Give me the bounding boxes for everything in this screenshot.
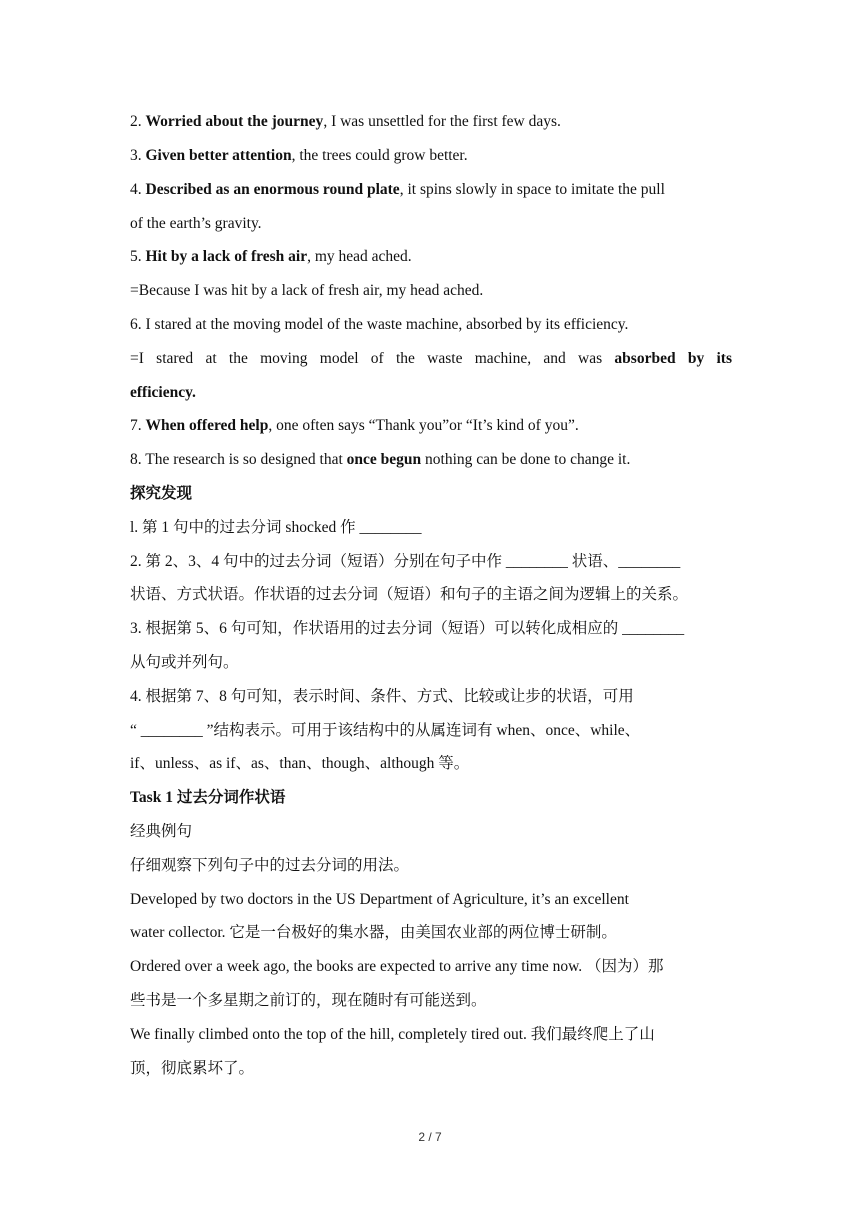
sentence-text: , my head ached. [307, 248, 412, 265]
bold-phrase: efficiency. [130, 384, 196, 401]
example-1: Developed by two doctors in the US Department of Agriculture, it’s an excellent [130, 891, 629, 908]
bold-phrase: Hit by a lack of fresh air [145, 248, 308, 265]
sentence-7 [130, 415, 732, 437]
example-2: Ordered over a week ago, the books are expected to arrive any time now. （因为）那 [130, 958, 664, 975]
sentence-8 [130, 449, 732, 471]
sentence-5 [130, 246, 732, 268]
sentence-number: 4. [130, 181, 146, 198]
instruction-text: 仔细观察下列句子中的过去分词的用法。 [130, 857, 410, 874]
bold-phrase: Described as an enormous round plate [145, 181, 400, 198]
example-3: We finally climbed onto the top of the hill, completely tired out. 我们最终爬上了山 [130, 1026, 655, 1043]
sentence-5-equivalent: =Because I was hit by a lack of fresh air, my head ached. [130, 282, 484, 299]
page-number: 2 / 7 [418, 1130, 442, 1144]
question-4-continued-2: if、unless、as if、as、than、though、although 等。 [130, 755, 470, 772]
question-3: 3. 根据第 5、6 句可知，作状语用的过去分词（短语）可以转化成相应的 ________ [130, 620, 685, 637]
bold-phrase: absorbed by its [614, 350, 732, 367]
subheading-classic-examples: 经典例句 [130, 823, 193, 840]
question-4-continued: “ ________ ”结构表示。可用于该结构中的从属连词有 when、once、while、 [130, 722, 641, 739]
task-heading: Task 1 过去分词作状语 [130, 789, 286, 806]
bold-phrase: Given better attention [145, 147, 292, 164]
bold-phrase: Worried about the journey [145, 113, 324, 130]
sentence-text: , one often says “Thank you”or “It’s kind of you”. [268, 417, 579, 434]
sentence-text: =I stared at the moving model of the waste machine, and was [130, 350, 615, 367]
example-3-translation: 顶，彻底累坏了。 [130, 1060, 255, 1077]
sentence-text: nothing can be done to change it. [421, 451, 631, 468]
sentence-text: , it spins slowly in space to imitate the pull [399, 181, 665, 198]
sentence-4-continued: of the earth’s gravity. [130, 215, 262, 232]
sentence-2 [130, 111, 732, 133]
section-heading-explore: 探究发现 [130, 485, 193, 502]
sentence-number: 7. [130, 417, 146, 434]
question-3-continued: 从句或并列句。 [130, 654, 239, 671]
sentence-text: , the trees could grow better. [291, 147, 468, 164]
question-2-continued: 状语、方式状语。作状语的过去分词（短语）和句子的主语之间为逻辑上的关系。 [130, 586, 689, 603]
sentence-6-equivalent [130, 348, 732, 370]
sentence-4 [130, 179, 732, 201]
example-1-translation: water collector. 它是一台极好的集水器，由美国农业部的两位博士研制。 [130, 924, 617, 941]
question-2: 2. 第 2、3、4 句中的过去分词（短语）分别在句子中作 ________ 状语、________ [130, 553, 681, 570]
sentence-number: 3. [130, 147, 146, 164]
sentence-text: , I was unsettled for the first few days. [323, 113, 561, 130]
example-2-translation: 些书是一个多星期之前订的，现在随时有可能送到。 [130, 992, 487, 1009]
sentence-3 [130, 145, 732, 167]
sentence-6-equivalent-continued [130, 382, 732, 404]
sentence-number: 5. [130, 248, 146, 265]
sentence-text: 8. The research is so designed that [130, 451, 347, 468]
sentence-number: 2. [130, 113, 146, 130]
question-1: l. 第 1 句中的过去分词 shocked 作 ________ [130, 519, 422, 536]
bold-phrase: once begun [346, 451, 422, 468]
question-4: 4. 根据第 7、8 句可知，表示时间、条件、方式、比较或让步的状语，可用 [130, 688, 634, 705]
bold-phrase: When offered help [145, 417, 269, 434]
sentence-6: 6. I stared at the moving model of the waste machine, absorbed by its efficiency. [130, 316, 629, 333]
